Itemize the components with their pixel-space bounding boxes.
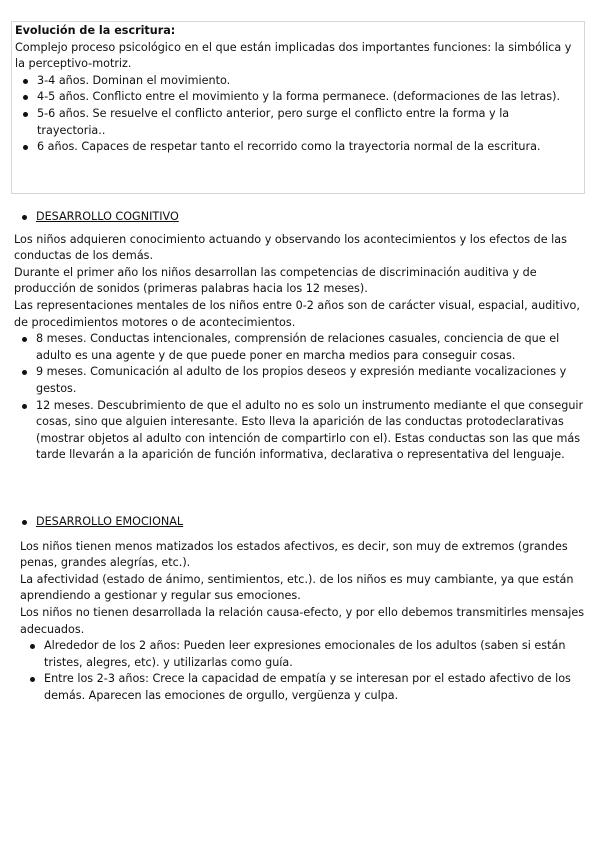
milestones-list [14, 331, 588, 464]
list-item: 6 años. Capaces de respetar tanto el recorrido como la trayectoria normal de la escritura. [15, 139, 581, 156]
list-item: Alrededor de los 2 años: Pueden leer expresiones emocionales de los adultos (saben si están tristes, alegres, etc). y utilizarlas como guía. [14, 638, 588, 671]
list-item: 9 meses. Comunicación al adulto de los propios deseos y expresión mediante vocalizaciones y gestos. [14, 364, 588, 397]
list-item: 8 meses. Conductas intencionales, comprensión de relaciones casuales, conciencia de que el adulto es una agente y de que puede poner en marcha medios para conseguir cosas. [14, 331, 588, 364]
emotional-heading: DESARROLLO EMOCIONAL [36, 515, 184, 528]
list-item: 3-4 años. Dominan el movimiento. [15, 73, 581, 90]
box-intro: Complejo proceso psicológico en el que están implicadas dos importantes funciones: la simbólica y la perceptivo-motriz. [15, 40, 572, 71]
emotional-section [14, 514, 588, 705]
list-item: Entre los 2-3 años: Crece la capacidad de empatía y se interesan por el estado afectivo de los demás. Aparecen las emociones de orgullo, vergüenza y culpa. [14, 671, 588, 704]
list-item: 5-6 años. Se resuelve el conflicto anterior, pero surge el conflicto entre la forma y la trayectoria.. [15, 106, 581, 139]
paragraph: Las representaciones mentales de los niños entre 0-2 años son de carácter visual, espacial, auditivo, de procedimientos motores o de acontecimientos. [14, 298, 580, 329]
paragraph: Durante el primer año los niños desarrollan las competencias de discriminación auditiva y de producción de sonidos (primeras palabras hacia los 12 meses). [14, 265, 537, 296]
paragraph: Los niños tienen menos matizados los estados afectivos, es decir, son muy de extremos (grandes penas, grandes alegrías, etc.). [20, 539, 568, 570]
cognitive-section [14, 209, 588, 464]
cognitive-heading: DESARROLLO COGNITIVO [36, 210, 179, 223]
writing-evolution-box [11, 21, 585, 194]
writing-stages-list [15, 73, 581, 156]
list-item: 12 meses. Descubrimiento de que el adulto no es solo un instrumento mediante el que conseguir cosas, sino que alguien interesante. Esto lleva la aparición de las conductas protodeclarativas (mostrar objetos al adulto con intención de compartirlo con el). Estas conductas son las que más tarde llevarán a la aparición de función informativa, declarativa o representativa del lenguaje. [14, 398, 588, 464]
paragraph: Los niños no tienen desarrollada la relación causa-efecto, y por ello debemos transmitirles mensajes adecuados. [20, 605, 585, 636]
ages-list [14, 638, 588, 704]
section-heading [14, 209, 588, 226]
section-heading [14, 514, 588, 531]
box-title: Evolución de la escritura: [15, 24, 176, 37]
paragraph: La afectividad (estado de ánimo, sentimientos, etc.). de los niños es muy cambiante, ya que están aprendiendo a gestionar y regular sus emociones. [20, 572, 574, 603]
paragraph: Los niños adquieren conocimiento actuando y observando los acontecimientos y los efectos de las conductas de los demás. [14, 232, 567, 263]
list-item: 4-5 años. Conflicto entre el movimiento y la forma permanece. (deformaciones de las letras). [15, 89, 581, 106]
paragraph-block [14, 539, 588, 639]
